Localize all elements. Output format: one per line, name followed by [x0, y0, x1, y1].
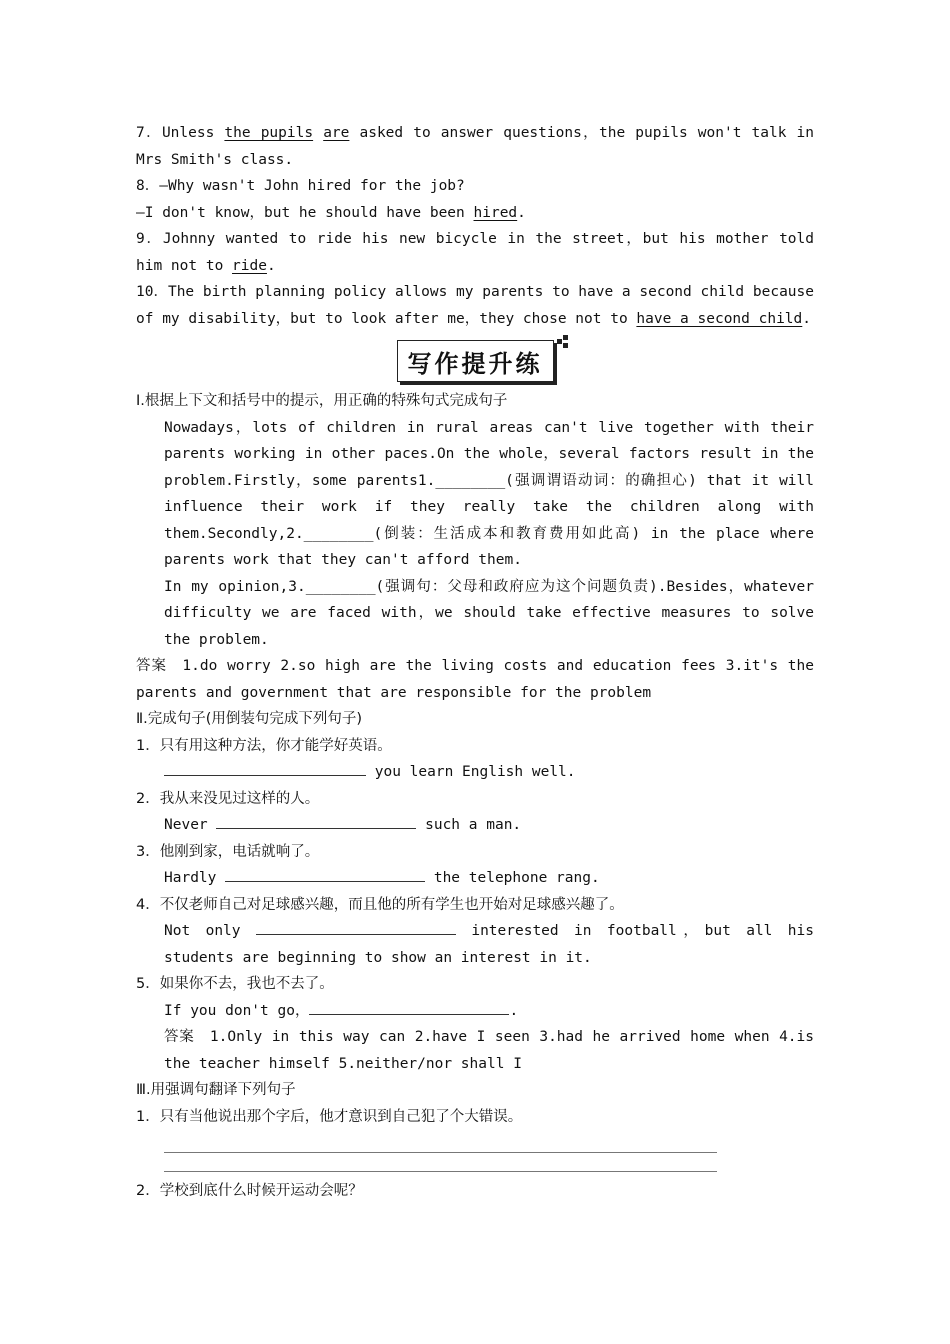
underlined-answer: have a second child: [636, 310, 803, 327]
section-2-q2-prompt: 2．我从来没见过这样的人。: [136, 790, 320, 807]
section-2-heading: Ⅱ.完成句子(用倒装句完成下列句子): [136, 711, 363, 727]
section-2-answer: 答案 1.Only in this way can 2.have I seen 3.had he arrived home when 4.is the teacher himself 5.neither/nor shall I: [164, 1029, 814, 1072]
section-2-q5-prompt: 5．如果你不去，我也不去了。: [136, 976, 334, 992]
question-8-line1: 8．—Why wasn't John hired for the job?: [136, 178, 465, 194]
section-1-paragraph-2: In my opinion,3.________(强调句：父母和政府应为这个问题负责).Besides，whatever difficulty we are faced with，we should take effective measures to solve the problem.: [164, 578, 814, 648]
underlined-answer: the pupils: [224, 125, 314, 141]
section-1-answer: 答案 1.do worry 2.so high are the living costs and education fees 3.it's the parents and government that are responsible for the problem: [136, 658, 814, 701]
answer-blank[interactable]: [225, 867, 425, 882]
question-9: 9．Johnny wanted to ride his new bicycle in the street，but his mother told him not to ride.: [136, 231, 814, 274]
answer-line[interactable]: [164, 1130, 717, 1153]
section-2-q5-sentence: If you don't go， .: [136, 998, 814, 1025]
underlined-answer: ride: [232, 257, 267, 274]
section-2-q2-sentence: Never such a man.: [136, 812, 814, 839]
section-3-heading: Ⅲ.用强调句翻译下列句子: [136, 1082, 296, 1098]
document-body: [136, 120, 814, 1205]
section-3-q2-prompt: 2．学校到底什么时候开运动会呢？: [136, 1183, 363, 1199]
section-2-q3-sentence: Hardly the telephone rang.: [136, 865, 814, 892]
section-3-q1-prompt: 1．只有当他说出那个字后，他才意识到自己犯了个大错误。: [136, 1108, 523, 1125]
answer-line[interactable]: [164, 1153, 717, 1172]
question-8-line2: —I don't know，but he should have been hired.: [136, 204, 526, 221]
section-2-q3-prompt: 3．他刚到家，电话就响了。: [136, 843, 320, 860]
underlined-answer: are: [323, 125, 350, 141]
underlined-answer: hired: [473, 204, 518, 221]
answer-blank[interactable]: [164, 761, 366, 776]
question-10: 10．The birth planning policy allows my parents to have a second child because of my disability，but to look after me，they chose not to have a second child.: [136, 284, 814, 327]
section-2-q1-sentence: you learn English well.: [136, 759, 814, 786]
banner-corner-decoration: [557, 335, 571, 349]
section-2-q1-prompt: 1．只有用这种方法，你才能学好英语。: [136, 737, 392, 754]
answer-blank[interactable]: [256, 920, 456, 935]
answer-blank[interactable]: [309, 1000, 509, 1015]
section-banner: [136, 340, 814, 382]
section-2-q4-prompt: 4．不仅老师自己对足球感兴趣，而且他的所有学生也开始对足球感兴趣了。: [136, 896, 624, 913]
section-1-heading: Ⅰ.根据上下文和括号中的提示，用正确的特殊句式完成句子: [136, 393, 508, 409]
question-7: 7．Unless the pupils are asked to answer questions，the pupils won't talk in Mrs Smith's class.: [136, 125, 814, 168]
section-2-q4-sentence: Not only interested in football，but all his students are beginning to show an interest in it.: [136, 918, 814, 971]
banner-title: 写作提升练: [397, 340, 554, 382]
answer-blank[interactable]: [216, 814, 416, 829]
section-1-paragraph-1: Nowadays，lots of children in rural areas can't live together with their parents working in other paces.On the whole，several factors result in the problem.Firstly，some parents1.________(强调谓语动词：的确担心) that it will influence their work if they really take the children along with them.Secondly,2.________(倒装：生活成本和教育费用如此高) in the place where parents work that they can't afford them.: [164, 419, 814, 568]
